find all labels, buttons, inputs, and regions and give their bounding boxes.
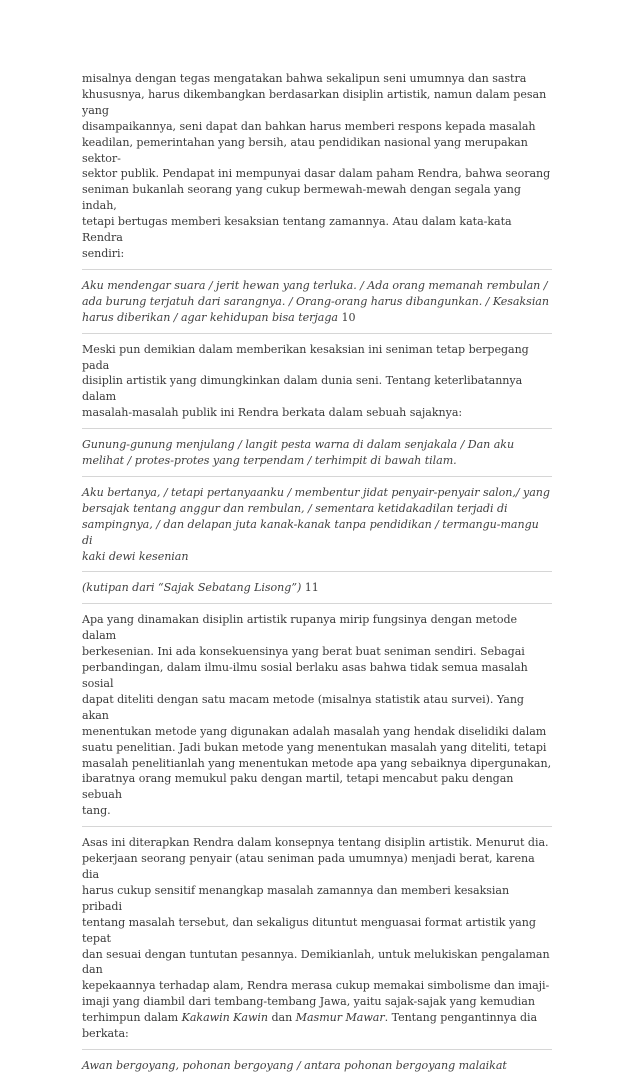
poem-citation (82, 580, 552, 596)
quote-line: harus diberikan / agar kehidupan bisa terjaga (82, 310, 338, 324)
book-title: Masmur Mawar (295, 1011, 385, 1025)
text-line: menentukan metode yang digunakan adalah masalah yang hendak diselidiki dalam (82, 724, 547, 738)
text-line: masalah-masalah publik ini Rendra berkata dalam sebuah sajaknya: (82, 406, 463, 420)
text-line: Asas ini diterapkan Rendra dalam konsepnya tentang disiplin artistik. Menurut dia. (82, 836, 549, 850)
poem-quote-3 (82, 485, 552, 565)
paragraph-divider (82, 571, 552, 572)
paragraph-divider (82, 603, 552, 604)
quote-line: Aku bertanya, / tetapi pertanyaanku / membentur jidat penyair-penyair salon,/ yang (82, 485, 550, 499)
text-line: tentang masalah tersebut, dan sekaligus dituntut menguasai format artistik yang tepat (82, 915, 536, 945)
text-line: harus cukup sensitif menangkap masalah zamannya dan memberi kesaksian pribadi (82, 883, 510, 913)
paragraph-2 (82, 342, 552, 422)
text-line: kepekaannya terhadap alam, Rendra merasa cukup memakai simbolisme dan imaji- (82, 979, 550, 993)
text-line: disampaikannya, seni dapat dan bahkan harus memberi respons kepada masalah (82, 119, 536, 133)
quote-line: Aku mendengar suara / jerit hewan yang terluka. / Ada orang memanah rembulan / (82, 278, 548, 292)
quote-line: ada burung terjatuh dari sarangnya. / Orang-orang harus dibangunkan. / Kesaksian (82, 294, 549, 308)
poem-quote-2 (82, 437, 552, 469)
text-line: masalah penelitianlah yang menentukan metode apa yang sebaiknya dipergunakan, (82, 756, 552, 770)
document-page (82, 71, 552, 1074)
text-line: disiplin artistik yang dimungkinkan dalam dunia seni. Tentang keterlibatannya dalam (82, 374, 523, 404)
paragraph-divider (82, 476, 552, 477)
quote-line: sampingnya, / dan delapan juta kanak-kanak tanpa pendidikan / termangu-mangu di (82, 517, 539, 547)
text-line: khususnya, harus dikembangkan berdasarkan disiplin artistik, namun dalam pesan yang (82, 87, 547, 117)
footnote-ref: 10 (341, 310, 356, 324)
paragraph-divider (82, 826, 552, 827)
text-line: pekerjaan seorang penyair (atau seniman pada umumnya) menjadi berat, karena dia (82, 852, 535, 881)
poem-quote-1 (82, 278, 552, 326)
text-line: seniman bukanlah seorang yang cukup bermewah-mewah dengan segala yang indah, (82, 183, 521, 213)
text-line: imaji yang diambil dari tembang-tembang Jawa, yaitu sajak-sajak yang kemudian (82, 995, 535, 1009)
quote-line: bersajak tentang anggur dan rembulan, / sementara ketidakadilan terjadi di (82, 501, 508, 515)
text-line: Apa yang dinamakan disiplin artistik rupanya mirip fungsinya dengan metode dalam (82, 613, 518, 643)
paragraph-3 (82, 612, 552, 819)
text-line: ibaratnya orang memukul paku dengan martil, tetapi mencabut paku dengan sebuah (82, 772, 514, 802)
book-title: Kakawin Kawin (181, 1011, 268, 1025)
text-line: berkata: (82, 1027, 129, 1041)
text-line: tetapi bertugas memberi kesaksian tentang zamannya. Atau dalam kata-kata Rendra (82, 215, 512, 245)
text-line: keadilan, pemerintahan yang bersih, atau pendidikan nasional yang merupakan sektor- (82, 135, 528, 165)
quote-line: melihat / protes-protes yang terpendam / terhimpit di bawah tilam. (82, 454, 457, 468)
quote-line: (kutipan dari “Sajak Sebatang Lisong”) (82, 581, 302, 595)
text-line: Meski pun demikian dalam memberikan kesaksian ini seniman tetap berpegang pada (82, 342, 529, 372)
text-line: sendiri: (82, 246, 125, 260)
text-line: perbandingan, dalam ilmu-ilmu sosial berlaku asas bahwa tidak semua masalah sosial (82, 661, 528, 690)
paragraph-1 (82, 71, 552, 262)
quote-line: Awan bergoyang, pohonan bergoyang / antara pohonan bergoyang malaikat (82, 1058, 507, 1072)
text-line: dapat diteliti dengan satu macam metode (misalnya statistik atau survei). Yang akan (82, 692, 524, 722)
text-line: terhimpun dalam Kakawin Kawin dan Masmur Mawar. Tentang pengantinnya dia (82, 1011, 538, 1025)
paragraph-divider (82, 269, 552, 270)
text-line: suatu penelitian. Jadi bukan metode yang menentukan masalah yang diteliti, tetapi (82, 740, 547, 754)
quote-line: Gunung-gunung menjulang / langit pesta warna di dalam senjakala / Dan aku (82, 438, 515, 452)
paragraph-divider (82, 1049, 552, 1050)
footnote-ref: 11 (304, 581, 319, 595)
text-line: berkesenian. Ini ada konsekuensinya yang berat buat seniman sendiri. Sebagai (82, 645, 525, 659)
paragraph-4 (82, 835, 552, 1042)
text-line: tang. (82, 804, 111, 818)
paragraph-divider (82, 428, 552, 429)
text-line: sektor publik. Pendapat ini mempunyai dasar dalam paham Rendra, bahwa seorang (82, 167, 551, 181)
quote-line: kaki dewi kesenian (82, 549, 189, 563)
text-line: misalnya dengan tegas mengatakan bahwa sekalipun seni umumnya dan sastra (82, 72, 527, 85)
poem-quote-4 (82, 1058, 552, 1074)
text-line: dan sesuai dengan tuntutan pesannya. Demikianlah, untuk melukiskan pengalaman dan (82, 947, 550, 977)
paragraph-divider (82, 333, 552, 334)
